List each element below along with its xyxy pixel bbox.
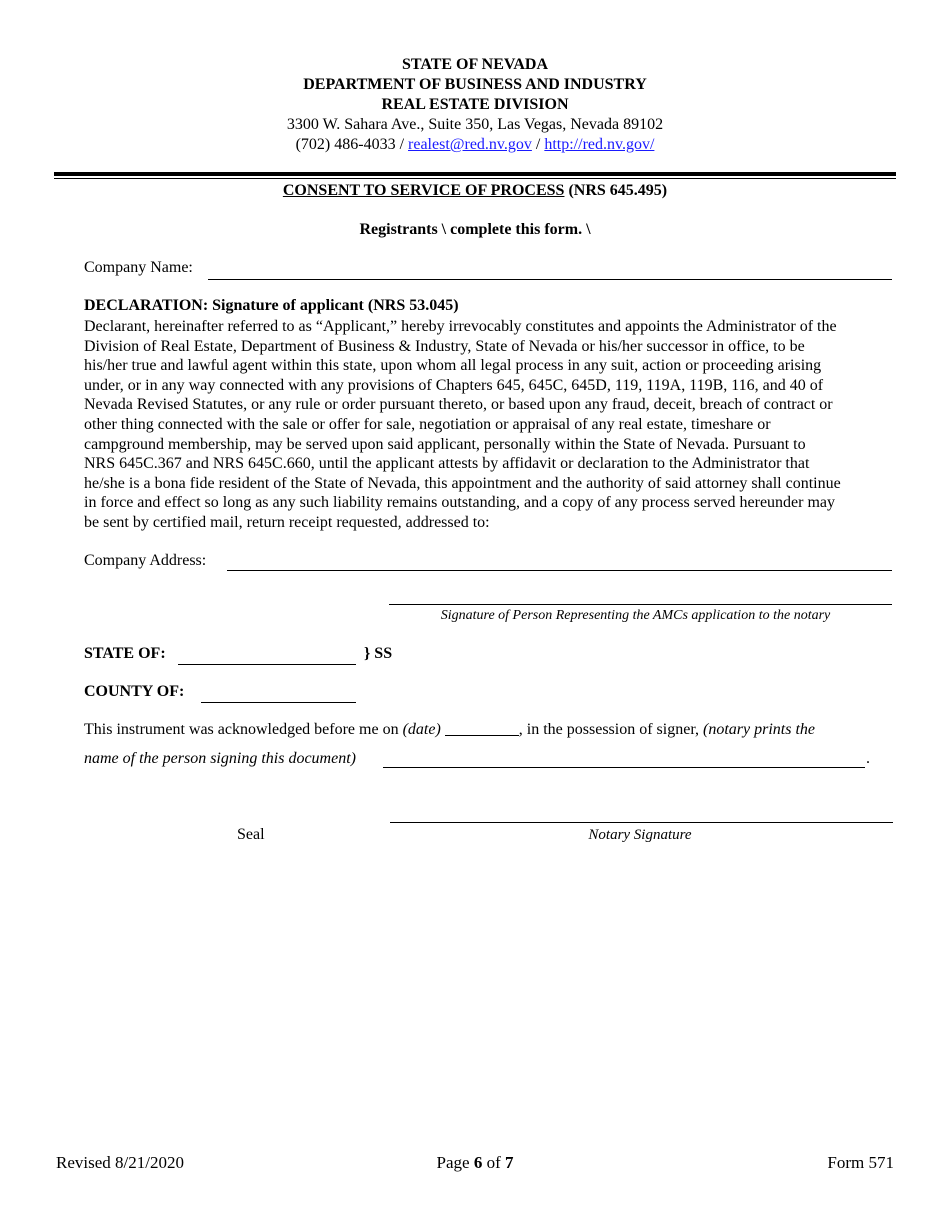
footer-form-number: Form 571 [827,1153,894,1172]
declaration-line: Nevada Revised Statutes, or any rule or order pursuant thereto, or based upon any fraud, deceit, breach of contract or [84,396,833,414]
notary-signature-field[interactable] [390,822,893,823]
declaration-heading: DECLARATION: Signature of applicant (NRS 53.045) [84,297,459,314]
header-address: 3300 W. Sahara Ave., Suite 350, Las Vegas, Nevada 89102 [286,116,664,133]
form-subtitle: Registrants \ complete this form. \ [359,221,591,238]
declaration-text [84,317,896,533]
ack-text: , in the possession of signer, [518,721,700,738]
company-address-field[interactable] [227,570,892,571]
header-division: REAL ESTATE DIVISION [381,96,569,113]
ack-date-field[interactable] [445,734,519,736]
declaration-line: campground membership, may be served upon said applicant, personally within the State of Nevada. Pursuant to [84,435,806,453]
ack-period: . [866,750,870,767]
header-phone: (702) 486-4033 / [295,136,405,153]
declaration-line: under, or in any way connected with any provisions of Chapters 645, 645C, 645D, 119, 119A, 119B, 116, and 40 of [84,376,824,394]
form-title [0,182,950,200]
header-department: DEPARTMENT OF BUSINESS AND INDUSTRY [303,76,647,93]
page-of: of [486,1153,501,1172]
county-field[interactable] [201,702,356,703]
page-label: Page [436,1153,470,1172]
declaration-line: his/her true and lawful agent within this state, upon whom all legal process in any suit, action or proceeding arising [84,357,822,375]
company-address-label: Company Address: [84,552,207,569]
ack-date-label: (date) [402,721,441,738]
declaration-line: NRS 645C.367 and NRS 645C.660, until the applicant attests by affidavit or declaration to the Administrator that [84,455,810,473]
notary-caption: Notary Signature [588,827,692,843]
ack-notary-note: (notary prints the [703,721,816,738]
state-field[interactable] [178,664,356,665]
declaration-line: be sent by certified mail, return receipt requested, addressed to: [84,513,490,531]
county-label: COUNTY OF: [84,683,185,700]
state-label: STATE OF: [84,645,166,662]
signer-name-field[interactable] [383,767,865,768]
declaration-line: Division of Real Estate, Department of Business & Industry, State of Nevada or his/her successor in office, to be [84,337,805,355]
email-link[interactable]: realest@red.nv.gov [408,136,532,153]
declaration-line: he/she is a bona fide resident of the State of Nevada, this appointment and the authority of said attorney shall continue [84,474,841,492]
signature-caption: Signature of Person Representing the AMCs application to the notary [440,608,831,623]
header-separator: / [535,136,541,153]
acknowledgment-line-1 [84,721,815,739]
ss-label: } SS [364,645,393,662]
seal-label: Seal [237,826,265,843]
form-title-main: CONSENT TO SERVICE OF PROCESS [282,182,565,199]
footer-page [0,1153,950,1173]
page-total: 7 [504,1153,514,1172]
form-title-ref: (NRS 645.495) [568,182,668,199]
website-link[interactable]: http://red.nv.gov/ [544,136,655,153]
header-rule-thick [54,172,896,176]
declaration-line: other thing connected with the sale or offer for sale, negotiation or appraisal of any real estate, timeshare or [84,415,771,433]
declaration-line: Declarant, hereinafter referred to as “Applicant,” hereby irrevocably constitutes and appoints the Administrator of the [84,318,837,335]
header-rule-thin [54,178,896,179]
ack-notary-note-cont: name of the person signing this document) [84,750,356,767]
company-name-label: Company Name: [84,259,193,276]
header-state: STATE OF NEVADA [401,56,549,73]
page-current: 6 [473,1153,483,1172]
header-contact [0,136,950,154]
applicant-signature-field[interactable] [389,604,892,605]
company-name-field[interactable] [208,279,892,280]
declaration-line: in force and effect so long as any such liability remains outstanding, and a copy of any process served hereunder may [84,494,836,512]
ack-text: This instrument was acknowledged before me on [84,721,399,738]
footer-revised: Revised 8/21/2020 [56,1153,184,1172]
